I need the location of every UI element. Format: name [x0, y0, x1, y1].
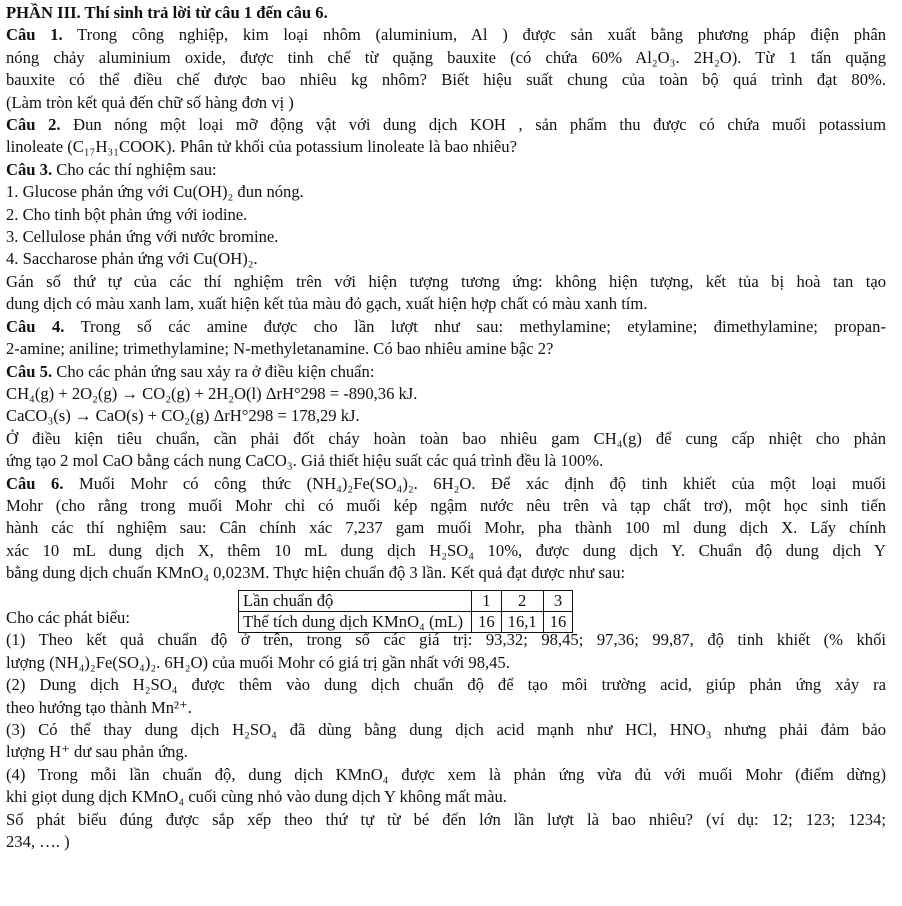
table-row-label-titration: Lần chuẩn độ	[239, 591, 472, 612]
q4-line-2: 2-amine; aniline; trimethylamine; N-methyletanamine. Có bao nhiêu amine bậc 2?	[6, 339, 554, 359]
statement-1-line-2: lượng (NH₄)₂Fe(SO₄)₂. 6H₂O) của muối Mohr có giá trị gần nhất với 98,45.	[6, 652, 510, 672]
q6-line-4: xác 10 mL dung dịch X, thêm 10 mL dung dịch H₂SO₄ 10%, được dung dịch Y. Chuẩn độ dung dịch Y	[6, 540, 886, 560]
statement-1-line-1: (1) Theo kết quả chuẩn độ ở trên, trong số các giá trị: 93,32; 98,45; 97,36; 99,87, độ tinh khiết (% khối	[6, 630, 886, 650]
final-question-line-2: 234, …. )	[6, 832, 70, 852]
statement-4-line-1: (4) Trong mỗi lần chuẩn độ, dung dịch KMnO₄ được xem là phản ứng vừa đủ với muối Mohr (điểm dừng)	[6, 764, 886, 784]
q5-line-1: Câu 5. Cho các phản ứng sau xảy ra ở điều kiện chuẩn:	[6, 361, 375, 381]
q3-line-1: Câu 3. Cho các thí nghiệm sau:	[6, 159, 217, 179]
table-cell: 3	[543, 591, 573, 612]
table-cell: 16	[472, 612, 502, 633]
statement-2-line-2: theo hướng tạo thành Mn²⁺.	[6, 697, 192, 717]
q1-line-4: (Làm tròn kết quả đến chữ số hàng đơn vị )	[6, 92, 294, 112]
table-cell: 16	[543, 612, 573, 633]
q6-line-2: Mohr (cho rằng trong muối Mohr chỉ có muối kép ngậm nước nêu trên và tạp chất trơ), một học sinh tiến	[6, 495, 886, 515]
q3-item-2: 2. Cho tinh bột phản ứng với iodine.	[6, 204, 248, 224]
q6-line-3: hành các thí nghiệm sau: Cân chính xác 7,237 gam muối Mohr, pha thành 100 ml dung dịch X. Lấy chính	[6, 518, 886, 538]
statement-3-line-1: (3) Có thể thay dung dịch H₂SO₄ đã dùng bằng dung dịch acid mạnh như HCl, HNO₃ nhưng phải đảm bảo	[6, 720, 886, 739]
q4-line-1: Câu 4. Trong số các amine được cho lần lượt như sau: methylamine; etylamine; đimethylamine; propan-	[6, 316, 886, 336]
table-row	[239, 591, 573, 612]
final-question-line-1: Số phát biểu đúng được sắp xếp theo thứ tự từ bé đến lớn lần lượt là bao nhiêu? (ví dụ: 12; 123; 1234;	[6, 809, 886, 829]
q3-line-7: dung dịch có màu xanh lam, xuất hiện kết tủa màu đỏ gạch, xuất hiện hợp chất có màu xanh tím.	[6, 294, 648, 314]
table-row-label-volume: Thể tích dung dịch KMnO₄ (mL)	[239, 612, 472, 633]
statement-3-line-2: lượng H⁺ dư sau phản ứng.	[6, 742, 188, 762]
q6-line-5: bằng dung dịch chuẩn KMnO₄ 0,023M. Thực hiện chuẩn độ 3 lần. Kết quả đạt được như sau:	[6, 563, 626, 583]
q6-line-1: Câu 6. Muối Mohr có công thức (NH₄)₂Fe(SO₄)₂. 6H₂O. Để xác định độ tinh khiết của một loại muối	[6, 473, 887, 493]
q3-line-6: Gán số thứ tự của các thí nghiệm trên với hiện tượng tương ứng: không hiện tượng, kết tủa bị hoà tan tạo	[6, 271, 886, 291]
section-header: PHẦN III. Thí sinh trả lời từ câu 1 đến câu 6.	[6, 3, 328, 22]
table-cell: 1	[472, 591, 502, 612]
q5-line-3: ứng tạo 2 mol CaO bằng cách nung CaCO₃. Giả thiết hiệu suất các quá trình đều là 100%.	[6, 451, 604, 471]
q5-equation-1: CH₄(g) + 2O₂(g) → CO₂(g) + 2H₂O(l) ΔrH°298 = -890,36 kJ.	[6, 383, 418, 403]
titration-table	[238, 590, 573, 633]
table-row	[239, 612, 573, 633]
q3-item-4: 4. Saccharose phản ứng với Cu(OH)₂.	[6, 249, 258, 269]
q2-line-2: linoleate (C₁₇H₃₁COOK). Phân tử khối của potassium linoleate là bao nhiêu?	[6, 137, 517, 157]
q6-line-6: Cho các phát biểu:	[6, 607, 130, 627]
q3-item-1: 1. Glucose phản ứng với Cu(OH)₂ đun nóng.	[6, 182, 304, 202]
table-cell: 16,1	[501, 612, 543, 633]
q5-line-2: Ở điều kiện tiêu chuẩn, cần phải đốt cháy hoàn toàn bao nhiêu gam CH₄(g) để cung cấp nhiệt cho phản	[6, 428, 886, 448]
q5-equation-2: CaCO₃(s) → CaO(s) + CO₂(g) ΔrH°298 = 178,29 kJ.	[6, 406, 360, 426]
q2-line-1: Câu 2. Đun nóng một loại mỡ động vật với dung dịch KOH , sản phẩm thu được có chứa muối potassium	[6, 115, 887, 135]
q1-line-1: Câu 1. Trong công nghiệp, kim loại nhôm (aluminium, Al ) được sản xuất bằng phương pháp điện phân	[6, 25, 886, 45]
q1-line-2: nóng chảy aluminium oxide, được tinh chế từ quặng bauxite (có chứa 60% Al₂O₃. 2H₂O). Từ 1 tấn quặng	[6, 47, 886, 67]
statement-4-line-2: khi giọt dung dịch KMnO₄ cuối cùng nhỏ vào dung dịch Y không mất màu.	[6, 787, 507, 807]
q3-item-3: 3. Cellulose phản ứng với nước bromine.	[6, 227, 279, 247]
table-cell: 2	[501, 591, 543, 612]
q1-line-3: bauxite có thể điều chế được bao nhiêu kg nhôm? Biết hiệu suất chung của toàn bộ quá trình đạt 80%.	[6, 70, 886, 90]
statement-2-line-1: (2) Dung dịch H₂SO₄ được thêm vào dung dịch chuẩn độ để tạo môi trường acid, giúp phản ứng xảy ra	[6, 675, 886, 695]
